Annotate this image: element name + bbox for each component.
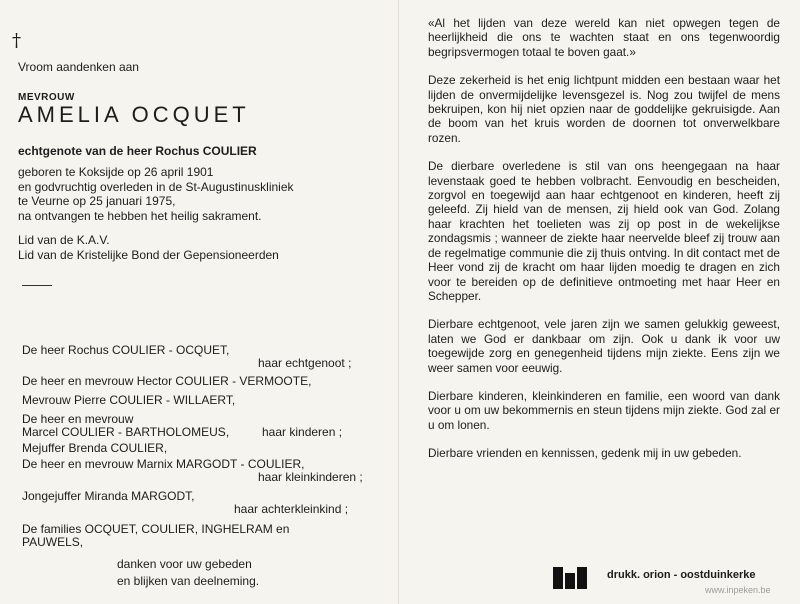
family-line: Mevrouw Pierre COULIER - WILLAERT, bbox=[22, 393, 236, 407]
paragraph: De dierbare overledene is stil van ons heengegaan na haar levenstaak goed te hebben volbracht. Eenvoudig en bescheiden, zorgvol en toegewijd aan haar echtgenoot en kinderen, heeft zij geleefd. Zij hield van de mensen, zij hield ook van God. Zolang haar krachten het toelieten was zij op post in de wekelijkse zondagsmis ; wanneer de ziekte haar neervelde bleef zij trouw aan de regelmatige communie die zij thuis ontving. In dit contact met de Heer vond zij de kracht om haar lijden moedig te dragen en zich voor te bereiden op de definitieve ontmoeting met haar Heer en Schepper. bbox=[428, 159, 780, 303]
family-line: De heer en mevrouw Marnix MARGODT - COULIER, bbox=[22, 457, 305, 471]
watermark: www.inpeken.be bbox=[705, 585, 771, 595]
paragraph: «Al het lijden van deze wereld kan niet opwegen tegen de heerlijkheid die ons te wachten staat en ons tegenwoordig begripsvermogen totaal te boven gaat.» bbox=[428, 16, 780, 59]
prayer-text bbox=[428, 16, 780, 475]
fold-line bbox=[398, 0, 399, 604]
paragraph: Dierbare echtgenoot, vele jaren zijn we samen gelukkig geweest, laten we God er dankbaar om zijn. Ook u dank ik voor uw toegewijde zorg en genegenheid tijdens mijn ziekte. Eens zijn we weer samen voor eeuwig. bbox=[428, 317, 780, 375]
family-line: De heer en mevrouw bbox=[22, 412, 134, 426]
printer-logo-icon bbox=[553, 567, 587, 589]
family-role: haar echtgenoot ; bbox=[258, 356, 352, 370]
thanks-line: en blijken van deelneming. bbox=[117, 574, 260, 588]
spouse-line: echtgenote van de heer Rochus COULIER bbox=[18, 144, 257, 158]
family-line: De families OCQUET, COULIER, INGHELRAM en bbox=[22, 522, 290, 536]
paragraph: Dierbare kinderen, kleinkinderen en familie, een woord van dank voor u om uw bekommernis en steun tijdens mijn ziekte. God zal er u om lonen. bbox=[428, 388, 780, 432]
memberships bbox=[18, 233, 279, 263]
family-role: haar achterkleinkind ; bbox=[234, 502, 349, 516]
paragraph: Dierbare vrienden en kennissen, gedenk mij in uw gebeden. bbox=[428, 446, 742, 461]
membership-line: Lid van de K.A.V. bbox=[18, 233, 110, 247]
bio-line: en godvruchtig overleden in de St-Augustinuskliniek bbox=[18, 179, 294, 194]
printer-credit: drukk. orion - oostduinkerke bbox=[607, 569, 756, 581]
bio-line: geboren te Koksijde op 26 april 1901 bbox=[18, 165, 214, 179]
family-line: De heer en mevrouw Hector COULIER - VERMOOTE, bbox=[22, 374, 312, 388]
family-line: PAUWELS, bbox=[22, 535, 84, 549]
membership-line: Lid van de Kristelijke Bond der Gepensioneerden bbox=[18, 248, 279, 262]
bio-line: na ontvangen te hebben het heilig sakrament. bbox=[18, 208, 262, 223]
thanks-line: danken voor uw gebeden bbox=[117, 557, 252, 571]
honorific: MEVROUW bbox=[18, 92, 75, 103]
deceased-name: AMELIA OCQUET bbox=[18, 102, 250, 127]
cross-icon: † bbox=[12, 30, 21, 51]
intro-text: Vroom aandenken aan bbox=[18, 60, 139, 74]
family-line: Marcel COULIER - BARTHOLOMEUS, bbox=[22, 425, 230, 439]
family-role: haar kleinkinderen ; bbox=[258, 470, 363, 484]
biography bbox=[18, 165, 388, 223]
divider bbox=[22, 285, 52, 286]
family-line: Jongejuffer Miranda MARGODT, bbox=[22, 489, 195, 503]
family-role: haar kinderen ; bbox=[262, 425, 343, 439]
family-line: Mejuffer Brenda COULIER, bbox=[22, 441, 168, 455]
family-line: De heer Rochus COULIER - OCQUET, bbox=[22, 343, 230, 357]
bio-line: te Veurne op 25 januari 1975, bbox=[18, 194, 176, 208]
paragraph: Deze zekerheid is het enig lichtpunt midden een bestaan waar het lijden de onvermijdelijke levensgezel is. Nog zou twijfel de mens bekruipen, kon hij niet opzien naar de goddelijke gekruisigde. Aan de boom van het kruis worden de doornen tot onverwelkbare rozen. bbox=[428, 73, 780, 145]
